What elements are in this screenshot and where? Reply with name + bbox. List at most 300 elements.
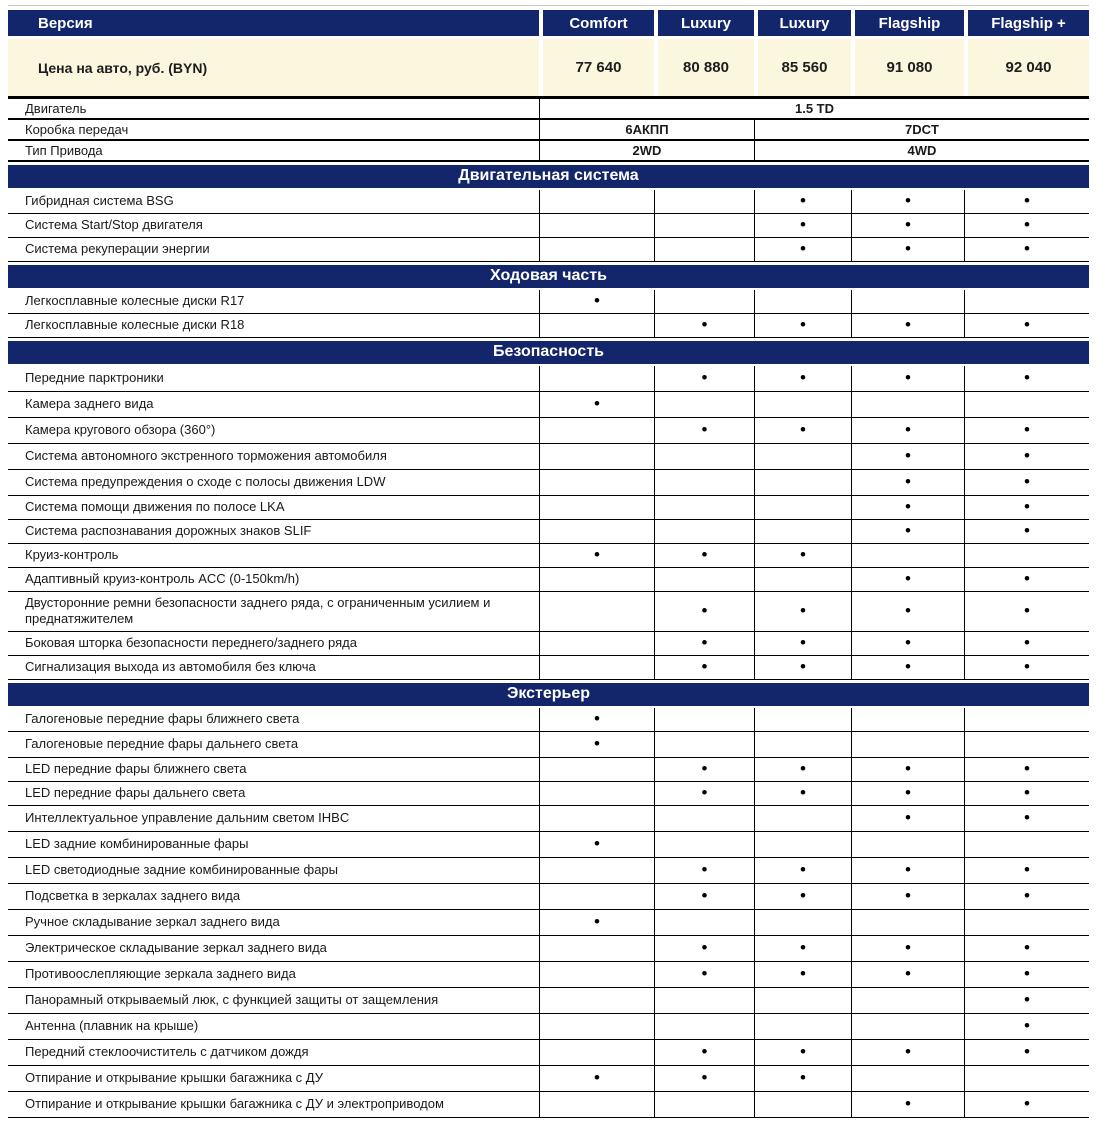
feature-cell [964,858,1089,883]
feature-dot-icon: • [905,758,911,778]
feature-label: Система предупреждения о сходе с полосы движения LDW [25,474,386,490]
feature-cell [851,392,964,417]
feature-cell [964,568,1089,591]
feature-dot-icon: • [1024,497,1030,516]
feature-cell [754,392,851,417]
feature-label: LED светодиодные задние комбинированные фары [25,861,339,877]
feature-row [8,238,1089,262]
feature-dot-icon: • [1024,937,1030,957]
feature-cell [754,884,851,909]
feature-cell [851,858,964,883]
feature-cell [754,592,851,631]
feature-cell [754,418,851,443]
feature-row [8,392,1089,418]
feature-dot-icon: • [905,446,911,465]
feature-cell [964,544,1089,567]
feature-cell [654,366,754,391]
feature-cell [851,732,964,757]
feature-row [8,214,1089,238]
feature-label: Сигнализация выхода из автомобиля без ключа [25,658,316,674]
feature-cell [539,520,654,543]
feature-cell [754,632,851,655]
feature-cell [539,910,654,935]
feature-cell [851,1014,964,1039]
spec-row [8,141,1089,162]
feature-row [8,832,1089,858]
feature-cell [964,1040,1089,1065]
feature-dot-icon: • [594,833,600,853]
feature-cell [964,632,1089,655]
price-value: 77 640 [539,39,654,96]
feature-dot-icon: • [701,545,708,564]
feature-row [8,1092,1089,1118]
feature-cell [851,592,964,631]
feature-cell [851,782,964,805]
feature-label: Боковая шторка безопасности переднего/заднего ряда [25,634,357,650]
feature-cell [754,782,851,805]
header-row [8,10,1089,36]
feature-cell [539,238,654,261]
feature-cell [754,806,851,831]
feature-dot-icon: • [800,1041,806,1061]
feature-cell [539,290,654,313]
feature-cell [964,190,1089,213]
feature-cell [754,988,851,1013]
feature-cell [851,884,964,909]
feature-row [8,520,1089,544]
feature-dot-icon: • [1024,472,1030,491]
feature-label: Ручное складывание зеркал заднего вида [25,913,280,929]
feature-cell [539,858,654,883]
feature-dot-icon: • [905,885,911,905]
version-header-label: Версия [8,10,539,36]
feature-cell [851,1066,964,1091]
feature-cell [539,1040,654,1065]
feature-cell [654,214,754,237]
feature-dot-icon: • [800,239,806,258]
feature-cell [654,758,754,781]
feature-row [8,1040,1089,1066]
feature-cell [964,1014,1089,1039]
feature-row [8,496,1089,520]
feature-dot-icon: • [1024,191,1030,210]
feature-cell [754,568,851,591]
feature-cell [539,732,654,757]
feature-row [8,858,1089,884]
feature-dot-icon: • [1024,885,1030,905]
spec-row-label: Коробка передач [25,122,129,137]
feature-cell [754,910,851,935]
feature-label: Система рекуперации энергии [25,241,210,257]
feature-dot-icon: • [800,937,806,957]
feature-dot-icon: • [905,807,911,827]
feature-cell [851,314,964,337]
feature-cell [754,470,851,495]
feature-row [8,758,1089,782]
feature-dot-icon: • [1024,782,1030,802]
feature-label: Передние парктроники [25,370,164,386]
feature-row [8,988,1089,1014]
feature-dot-icon: • [905,859,911,879]
feature-cell [754,314,851,337]
section-header: Ходовая часть [8,265,1089,288]
feature-dot-icon: • [800,758,806,778]
feature-cell [964,884,1089,909]
feature-row [8,732,1089,758]
feature-dot-icon: • [905,497,911,516]
feature-cell [539,806,654,831]
feature-cell [851,988,964,1013]
feature-cell [964,832,1089,857]
section-header: Безопасность [8,341,1089,364]
feature-cell [754,832,851,857]
feature-label: LED передние фары дальнего света [25,784,246,800]
feature-cell [754,366,851,391]
feature-cell [851,238,964,261]
feature-cell [964,520,1089,543]
feature-cell [654,858,754,883]
feature-cell [654,656,754,679]
feature-cell [964,936,1089,961]
feature-dot-icon: • [905,1041,911,1061]
feature-label: Круиз-контроль [25,547,119,563]
feature-dot-icon: • [1024,807,1030,827]
feature-cell [754,962,851,987]
spec-row [8,99,1089,120]
feature-cell [754,544,851,567]
feature-cell [851,936,964,961]
feature-cell [964,758,1089,781]
feature-cell [654,418,754,443]
feature-cell [539,782,654,805]
feature-dot-icon: • [1024,569,1030,588]
feature-row [8,592,1089,632]
feature-label: Камера кругового обзора (360°) [25,422,216,438]
feature-cell [539,444,654,469]
feature-cell [964,910,1089,935]
feature-dot-icon: • [1024,758,1030,778]
feature-dot-icon: • [905,782,911,802]
feature-cell [964,238,1089,261]
feature-label: Подсветка в зеркалах заднего вида [25,887,241,903]
feature-label: Противоослепляющие зеркала заднего вида [25,965,296,981]
feature-cell [851,656,964,679]
feature-dot-icon: • [905,963,911,983]
feature-cell [851,418,964,443]
feature-dot-icon: • [701,368,708,387]
feature-dot-icon: • [701,758,708,778]
feature-cell [539,708,654,731]
feature-row [8,568,1089,592]
feature-label: Галогеновые передние фары дальнего света [25,735,299,751]
feature-cell [964,708,1089,731]
feature-dot-icon: • [701,782,708,802]
feature-dot-icon: • [800,545,806,564]
feature-dot-icon: • [1024,1093,1030,1113]
feature-cell [754,190,851,213]
feature-label: Легкосплавные колесные диски R17 [25,293,245,309]
feature-dot-icon: • [800,420,806,439]
feature-dot-icon: • [905,368,911,387]
feature-row [8,470,1089,496]
feature-cell [851,758,964,781]
feature-cell [964,214,1089,237]
feature-dot-icon: • [800,963,806,983]
feature-cell [754,656,851,679]
feature-cell [754,214,851,237]
feature-cell [654,392,754,417]
feature-label: Камера заднего вида [25,396,154,412]
feature-cell [964,592,1089,631]
feature-cell [539,470,654,495]
feature-cell [964,470,1089,495]
feature-dot-icon: • [1024,1041,1030,1061]
feature-cell [539,656,654,679]
column-header: Luxury [754,10,851,36]
feature-cell [964,496,1089,519]
spec-value: 4WD [754,141,1089,160]
feature-cell [754,1066,851,1091]
spec-row-label: Тип Привода [25,143,103,158]
feature-label: Антенна (плавник на крыше) [25,1017,199,1033]
feature-cell [851,832,964,857]
feature-dot-icon: • [594,911,600,931]
feature-dot-icon: • [800,191,806,210]
feature-cell [654,238,754,261]
feature-dot-icon: • [1024,600,1030,620]
feature-dot-icon: • [1024,963,1030,983]
feature-row [8,884,1089,910]
feature-cell [964,444,1089,469]
feature-row [8,544,1089,568]
feature-row [8,708,1089,732]
feature-cell [654,190,754,213]
feature-cell [539,214,654,237]
feature-cell [754,936,851,961]
feature-cell [964,988,1089,1013]
feature-cell [539,884,654,909]
feature-row [8,314,1089,338]
feature-cell [539,758,654,781]
feature-cell [539,832,654,857]
price-value: 92 040 [964,39,1089,96]
feature-row [8,1014,1089,1040]
spec-row [8,120,1089,141]
price-value: 80 880 [654,39,754,96]
feature-cell [539,366,654,391]
spec-value: 7DCT [754,120,1089,139]
feature-dot-icon: • [701,963,708,983]
feature-cell [754,444,851,469]
feature-cell [964,290,1089,313]
feature-dot-icon: • [594,708,600,728]
feature-cell [851,806,964,831]
feature-cell [851,962,964,987]
feature-cell [654,936,754,961]
feature-cell [654,988,754,1013]
feature-cell [654,832,754,857]
feature-cell [654,962,754,987]
feature-dot-icon: • [800,782,806,802]
feature-cell [539,418,654,443]
feature-cell [851,366,964,391]
feature-dot-icon: • [800,859,806,879]
feature-dot-icon: • [800,656,806,676]
spec-value: 6АКПП [539,120,754,139]
feature-cell [539,190,654,213]
feature-cell [654,496,754,519]
feature-cell [654,884,754,909]
feature-dot-icon: • [1024,446,1030,465]
feature-cell [654,910,754,935]
feature-cell [654,782,754,805]
feature-label: Система распознавания дорожных знаков SLIF [25,523,312,539]
feature-cell [654,732,754,757]
feature-dot-icon: • [1024,315,1030,334]
feature-label: Система Start/Stop двигателя [25,217,203,233]
feature-label: Гибридная система BSG [25,193,174,209]
feature-cell [754,1014,851,1039]
feature-row [8,366,1089,392]
feature-cell [754,732,851,757]
column-header: Comfort [539,10,654,36]
feature-cell [754,290,851,313]
section-header: Двигательная система [8,165,1089,188]
feature-dot-icon: • [905,656,911,676]
feature-dot-icon: • [905,569,911,588]
feature-dot-icon: • [905,472,911,491]
feature-cell [654,290,754,313]
feature-label: Двусторонние ремни безопасности заднего ряда, с ограниченным усилием и преднатяжителем [25,595,491,627]
feature-dot-icon: • [905,600,911,620]
column-header: Flagship + [964,10,1089,36]
feature-cell [654,806,754,831]
feature-cell [964,962,1089,987]
feature-row [8,190,1089,214]
feature-label: Отпирание и открывание крышки багажника с ДУ и электроприводом [25,1095,444,1111]
spec-value: 2WD [539,141,754,160]
feature-cell [964,1066,1089,1091]
feature-dot-icon: • [800,885,806,905]
feature-row [8,632,1089,656]
feature-dot-icon: • [1024,1015,1030,1035]
feature-cell [654,520,754,543]
feature-cell [754,520,851,543]
feature-cell [654,1040,754,1065]
feature-dot-icon: • [1024,239,1030,258]
price-row-label: Цена на авто, руб. (BYN) [8,39,539,96]
feature-cell [964,366,1089,391]
section-header: Экстерьер [8,683,1089,706]
feature-dot-icon: • [701,859,708,879]
feature-dot-icon: • [701,600,708,620]
feature-row [8,418,1089,444]
feature-dot-icon: • [1024,521,1030,540]
feature-dot-icon: • [1024,215,1030,234]
feature-cell [754,758,851,781]
trim-comparison-table [8,10,1089,1118]
feature-cell [851,632,964,655]
feature-cell [539,1014,654,1039]
feature-cell [539,314,654,337]
feature-cell [964,418,1089,443]
feature-dot-icon: • [905,315,911,334]
feature-dot-icon: • [701,885,708,905]
feature-cell [754,858,851,883]
feature-dot-icon: • [905,937,911,957]
feature-cell [754,496,851,519]
column-header: Flagship [851,10,964,36]
feature-cell [964,732,1089,757]
feature-cell [851,910,964,935]
feature-dot-icon: • [800,368,806,387]
feature-row [8,782,1089,806]
feature-cell [964,782,1089,805]
feature-cell [754,708,851,731]
feature-cell [654,592,754,631]
feature-dot-icon: • [594,733,600,753]
feature-row [8,444,1089,470]
feature-row [8,936,1089,962]
feature-dot-icon: • [594,1067,600,1087]
feature-cell [539,632,654,655]
feature-cell [539,936,654,961]
feature-cell [654,568,754,591]
feature-dot-icon: • [701,1067,708,1087]
feature-dot-icon: • [1024,656,1030,676]
feature-label: Интеллектуальное управление дальним светом IHBC [25,809,350,825]
feature-dot-icon: • [701,632,708,652]
feature-dot-icon: • [1024,632,1030,652]
feature-cell [964,314,1089,337]
feature-dot-icon: • [594,291,600,310]
feature-label: Галогеновые передние фары ближнего света [25,710,300,726]
feature-cell [754,238,851,261]
feature-cell [539,592,654,631]
feature-cell [851,190,964,213]
feature-cell [654,1066,754,1091]
spec-row-label: Двигатель [25,101,87,116]
feature-dot-icon: • [905,215,911,234]
feature-label: Электрическое складывание зеркал заднего вида [25,939,327,955]
feature-dot-icon: • [1024,420,1030,439]
feature-cell [654,470,754,495]
feature-cell [851,708,964,731]
feature-dot-icon: • [800,600,806,620]
feature-cell [654,1014,754,1039]
feature-dot-icon: • [905,420,911,439]
feature-cell [654,314,754,337]
feature-label: Легкосплавные колесные диски R18 [25,317,245,333]
feature-label: Отпирание и открывание крышки багажника с ДУ [25,1069,324,1085]
feature-cell [964,656,1089,679]
feature-dot-icon: • [905,632,911,652]
feature-cell [654,544,754,567]
feature-dot-icon: • [594,545,600,564]
feature-cell [851,544,964,567]
feature-dot-icon: • [701,656,708,676]
feature-cell [851,520,964,543]
feature-row [8,806,1089,832]
feature-dot-icon: • [1024,859,1030,879]
feature-cell [539,392,654,417]
feature-row [8,656,1089,680]
feature-label: LED задние комбинированные фары [25,835,249,851]
feature-row [8,962,1089,988]
price-value: 85 560 [754,39,851,96]
feature-cell [851,470,964,495]
feature-row [8,1066,1089,1092]
